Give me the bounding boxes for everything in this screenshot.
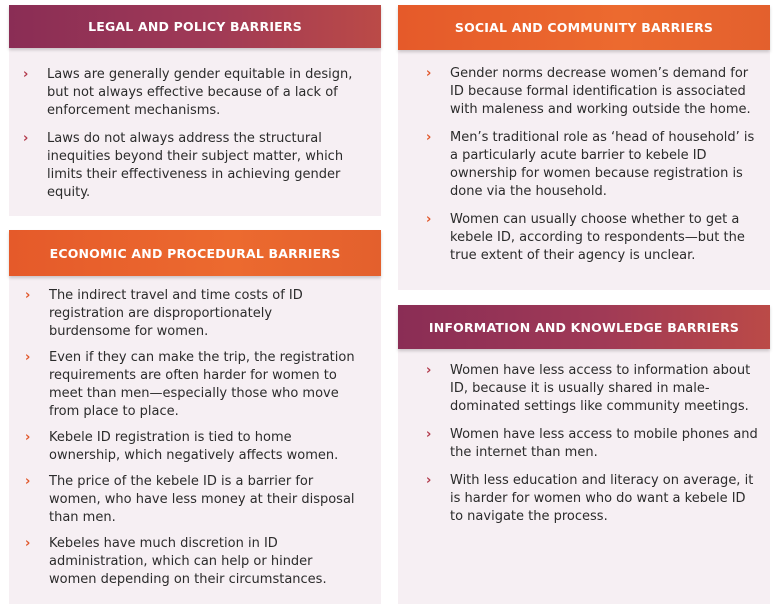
chevron-right-icon: ›: [25, 536, 31, 551]
information-knowledge-title: INFORMATION AND KNOWLEDGE BARRIERS: [428, 319, 740, 335]
social-community-list: [418, 65, 758, 265]
information-knowledge-list: [418, 362, 758, 526]
chevron-right-icon: ›: [23, 131, 29, 146]
list-item: › Men’s traditional role as ‘head of household’ is a particularly acute barrier to kebele ID ownership for women because registration is done via the household.: [426, 130, 755, 199]
information-knowledge-card: [398, 305, 770, 604]
list-item: › Women have less access to mobile phones and the internet than men.: [426, 427, 758, 460]
chevron-right-icon: ›: [426, 363, 432, 378]
list-item: › Kebeles have much discretion in ID administration, which can help or hinder women depending on their circumstances.: [25, 536, 327, 587]
chevron-right-icon: ›: [23, 67, 29, 82]
list-item: › Laws do not always address the structural inequities beyond their subject matter, which limits their effectiveness in achieving gender equity.: [23, 131, 344, 200]
social-community-header: [398, 5, 770, 50]
chevron-right-icon: ›: [25, 288, 31, 303]
list-item: › Women have less access to information about ID, because it is usually shared in male-dominated settings like community meetings.: [426, 363, 751, 414]
list-item: › With less education and literacy on average, it is harder for women who do want a kebele ID to navigate the process.: [426, 473, 754, 524]
chevron-right-icon: ›: [426, 473, 432, 488]
chevron-right-icon: ›: [25, 430, 31, 445]
legal-policy-title: LEGAL AND POLICY BARRIERS: [88, 19, 302, 34]
information-knowledge-header: [398, 305, 770, 349]
economic-procedural-list: [17, 287, 357, 589]
economic-procedural-header: [9, 230, 381, 276]
list-item: › The price of the kebele ID is a barrier for women, who have less money at their disposal than men.: [25, 474, 355, 525]
chevron-right-icon: ›: [25, 350, 31, 365]
list-item: › Women can usually choose whether to get a kebele ID, according to respondents—but the true extent of their agency is unclear.: [426, 212, 745, 263]
list-item: › Gender norms decrease women’s demand for ID because formal identification is associated with maleness and working outside the home.: [426, 66, 751, 117]
chevron-right-icon: ›: [426, 130, 432, 145]
legal-policy-list: [15, 66, 355, 202]
chevron-right-icon: ›: [426, 212, 432, 227]
chevron-right-icon: ›: [426, 427, 432, 442]
social-community-title: SOCIAL AND COMMUNITY BARRIERS: [454, 20, 714, 35]
economic-procedural-card: [9, 230, 381, 604]
legal-policy-header: [9, 5, 381, 48]
list-item: › Even if they can make the trip, the registration requirements are often harder for women to meet than men—especially those who move from place to place.: [25, 350, 355, 419]
economic-procedural-title: ECONOMIC AND PROCEDURAL BARRIERS: [49, 245, 341, 261]
legal-policy-card: [9, 5, 381, 216]
chevron-right-icon: ›: [426, 66, 432, 81]
social-community-card: [398, 5, 770, 290]
list-item: › Laws are generally gender equitable in design, but not always effective because of a lack of enforcement mechanisms.: [23, 67, 353, 118]
list-item: › The indirect travel and time costs of ID registration are disproportionately burdensome for women.: [25, 288, 303, 339]
chevron-right-icon: ›: [25, 474, 31, 489]
list-item: › Kebele ID registration is tied to home ownership, which negatively affects women.: [25, 430, 339, 463]
